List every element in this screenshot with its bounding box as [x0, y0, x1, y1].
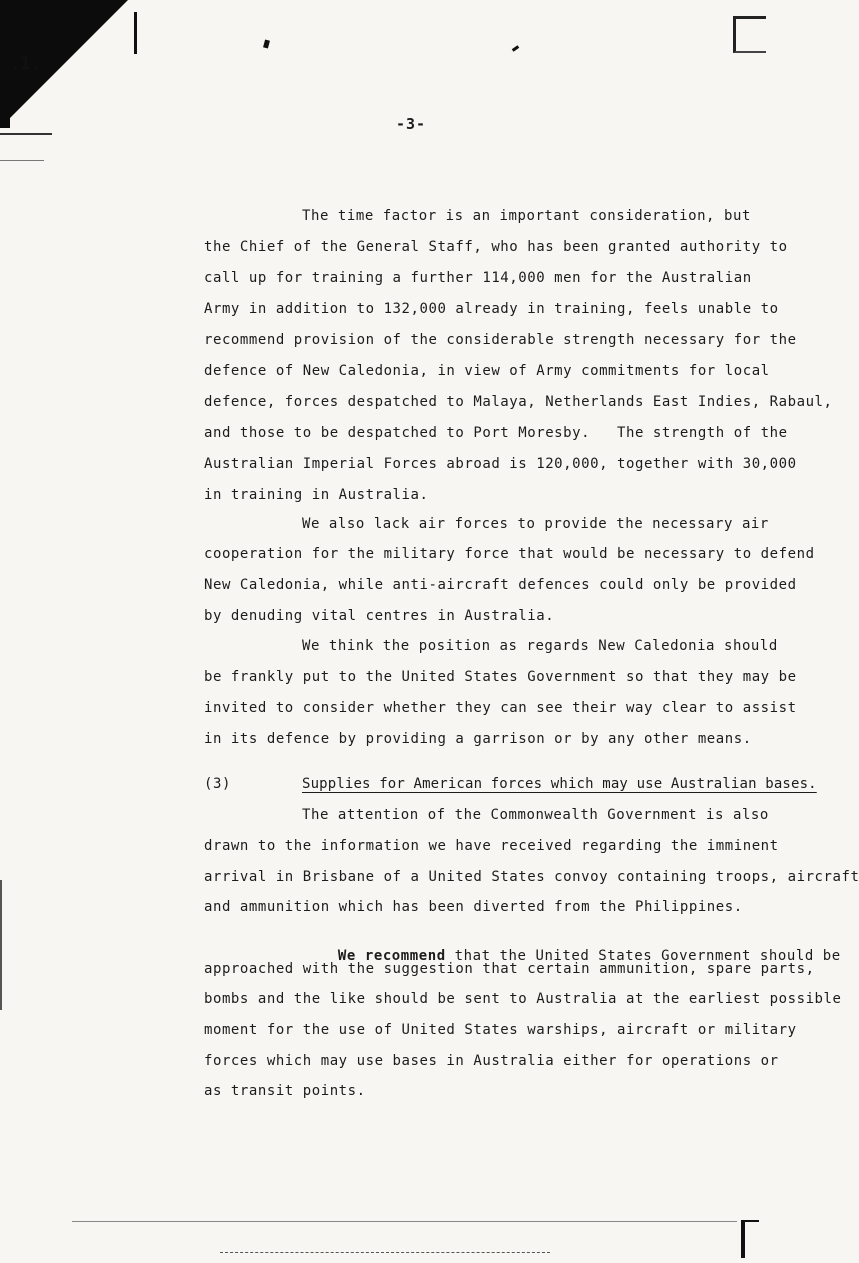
paragraph-line: We think the position as regards New Caledonia should: [302, 638, 778, 654]
paragraph-line: The attention of the Commonwealth Government is also: [302, 807, 769, 823]
paragraph-line: and ammunition which has been diverted from the Philippines.: [204, 899, 743, 915]
bottom-scribble: [220, 1240, 550, 1253]
folded-corner-edge: [0, 0, 10, 128]
margin-edge-mark: [0, 880, 2, 1010]
margin-rule: [0, 133, 52, 135]
paragraph-line: forces which may use bases in Australia either for operations or: [204, 1053, 779, 1069]
paragraph-line: arrival in Brisbane of a United States convoy containing troops, aircraft: [204, 869, 859, 885]
ink-speck: [263, 39, 270, 48]
paragraph-line: in training in Australia.: [204, 487, 429, 503]
page-number: -3-: [396, 115, 427, 133]
paragraph-line: invited to consider whether they can see their way clear to assist: [204, 700, 797, 716]
paragraph-line: Army in addition to 132,000 already in training, feels unable to: [204, 301, 779, 317]
corner-mark: .1.: [10, 54, 41, 74]
ink-speck: [512, 45, 519, 51]
punch-mark: [134, 12, 137, 54]
paragraph-line: call up for training a further 114,000 men for the Australian: [204, 270, 752, 286]
paragraph-line: Australian Imperial Forces abroad is 120,000, together with 30,000: [204, 456, 797, 472]
paragraph-line: The time factor is an important consideration, but: [302, 208, 751, 224]
paragraph-line: be frankly put to the United States Government so that they may be: [204, 669, 797, 685]
paragraph-line: and those to be despatched to Port Moresby. The strength of the: [204, 425, 788, 441]
paragraph-line: New Caledonia, while anti-aircraft defences could only be provided: [204, 577, 797, 593]
paragraph-line: defence of New Caledonia, in view of Army commitments for local: [204, 363, 770, 379]
corner-bracket: [733, 16, 766, 53]
paragraph-line: approached with the suggestion that certain ammunition, spare parts,: [204, 961, 815, 977]
paragraph-line: drawn to the information we have received regarding the imminent: [204, 838, 779, 854]
paragraph-line: moment for the use of United States warships, aircraft or military: [204, 1022, 797, 1038]
paragraph-line: defence, forces despatched to Malaya, Netherlands East Indies, Rabaul,: [204, 394, 833, 410]
corner-bracket: [741, 1220, 759, 1258]
paragraph-line: cooperation for the military force that would be necessary to defend: [204, 546, 815, 562]
paragraph-line: We also lack air forces to provide the necessary air: [302, 516, 769, 532]
margin-rule: [0, 160, 44, 161]
paragraph-line: by denuding vital centres in Australia.: [204, 608, 555, 624]
paragraph-line: as transit points.: [204, 1083, 366, 1099]
emphasis-phrase: We recommend: [337, 948, 446, 964]
paragraph-line: in its defence by providing a garrison or by any other means.: [204, 731, 752, 747]
section-number: (3): [204, 776, 231, 792]
paragraph-line: the Chief of the General Staff, who has been granted authority to: [204, 239, 788, 255]
bottom-rule: [72, 1221, 737, 1222]
paragraph-line-rest: that the United States Government should be: [445, 948, 841, 964]
paragraph-line: bombs and the like should be sent to Australia at the earliest possible: [204, 991, 842, 1007]
section-heading: Supplies for American forces which may use Australian bases.: [302, 776, 817, 792]
paragraph-line: recommend provision of the considerable strength necessary for the: [204, 332, 797, 348]
